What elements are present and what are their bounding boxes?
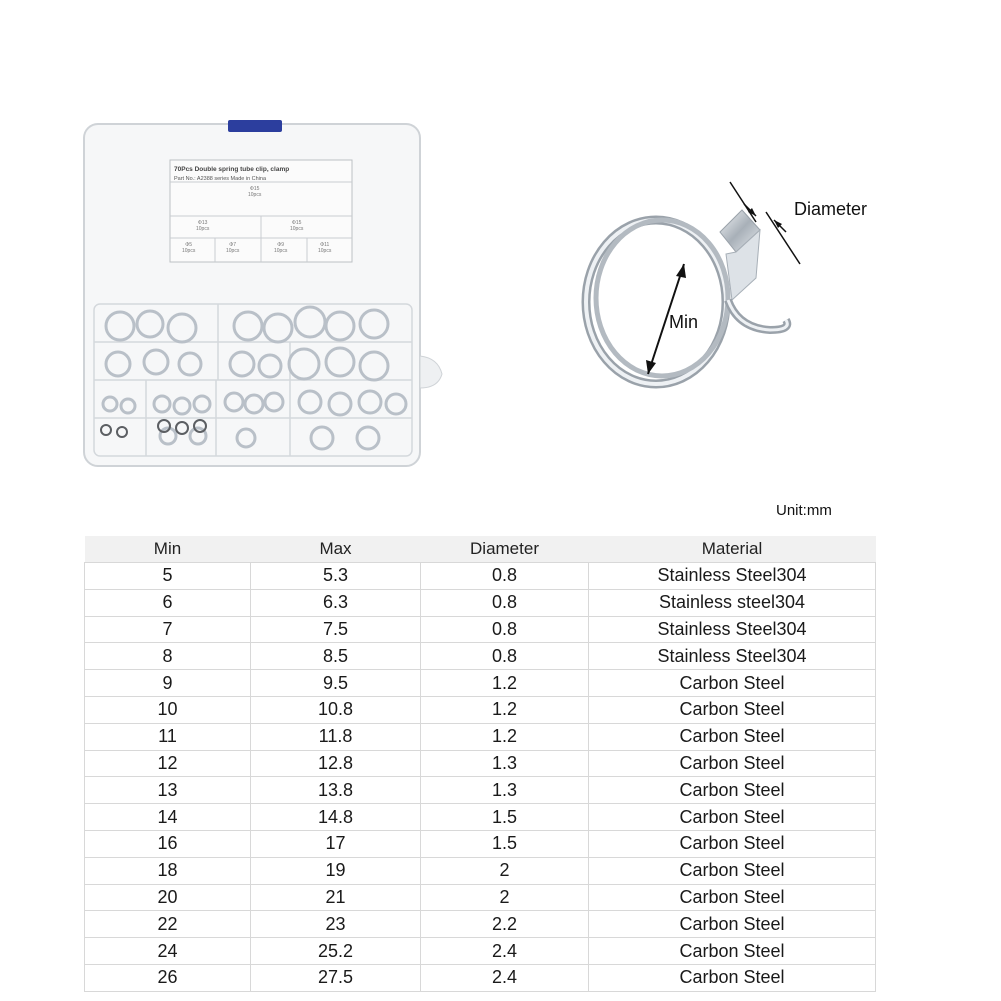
header-material: Material — [589, 536, 876, 563]
cell-diameter: 2.4 — [421, 964, 589, 991]
min-label: Min — [669, 312, 699, 332]
cell-material: Stainless Steel304 — [589, 643, 876, 670]
cell-diameter: 1.5 — [421, 804, 589, 831]
cell-max: 9.5 — [251, 670, 421, 697]
cell-max: 8.5 — [251, 643, 421, 670]
cell-min: 16 — [85, 830, 251, 857]
cell-min: 8 — [85, 643, 251, 670]
cell-material: Carbon Steel — [589, 696, 876, 723]
cell-max: 5.3 — [251, 563, 421, 590]
cell-max: 25.2 — [251, 938, 421, 965]
cell-diameter: 1.2 — [421, 696, 589, 723]
size-cell: Φ15 10pcs — [248, 186, 262, 198]
cell-max: 27.5 — [251, 964, 421, 991]
table-row — [85, 563, 876, 590]
size-cell: Φ15 10pcs — [290, 220, 304, 232]
table-row — [85, 777, 876, 804]
cell-diameter: 0.8 — [421, 643, 589, 670]
cell-diameter: 1.2 — [421, 670, 589, 697]
cell-min: 6 — [85, 589, 251, 616]
box-label — [170, 160, 352, 262]
cell-material: Carbon Steel — [589, 830, 876, 857]
box-title: 70Pcs Double spring tube clip, clamp — [174, 166, 290, 173]
cell-max: 12.8 — [251, 750, 421, 777]
cell-min: 24 — [85, 938, 251, 965]
cell-min: 18 — [85, 857, 251, 884]
cell-max: 11.8 — [251, 723, 421, 750]
box-part-no: Part No.: A2388 series Made in China — [174, 176, 267, 182]
cell-diameter: 2.4 — [421, 938, 589, 965]
header-min: Min — [85, 536, 251, 563]
cell-material: Carbon Steel — [589, 723, 876, 750]
cell-max: 19 — [251, 857, 421, 884]
clip-diagram — [560, 160, 900, 410]
cell-max: 13.8 — [251, 777, 421, 804]
size-cell: Φ7 10pcs — [226, 242, 240, 254]
cell-min: 5 — [85, 563, 251, 590]
cell-diameter: 0.8 — [421, 563, 589, 590]
cell-max: 7.5 — [251, 616, 421, 643]
table-row — [85, 804, 876, 831]
cell-max: 14.8 — [251, 804, 421, 831]
spring-clip-drawing — [560, 160, 900, 410]
cell-material: Carbon Steel — [589, 938, 876, 965]
table-row — [85, 643, 876, 670]
cell-diameter: 2 — [421, 857, 589, 884]
table-row — [85, 938, 876, 965]
cell-material: Stainless Steel304 — [589, 563, 876, 590]
table-row — [85, 696, 876, 723]
cell-material: Stainless steel304 — [589, 589, 876, 616]
size-cell: Φ5 10pcs — [182, 242, 196, 254]
cell-min: 9 — [85, 670, 251, 697]
cell-diameter: 1.3 — [421, 777, 589, 804]
diameter-label: Diameter — [794, 199, 868, 219]
cell-material: Carbon Steel — [589, 964, 876, 991]
table-row — [85, 911, 876, 938]
cell-material: Carbon Steel — [589, 750, 876, 777]
size-cell: Φ11 10pcs — [318, 242, 332, 254]
cell-material: Stainless Steel304 — [589, 616, 876, 643]
cell-material: Carbon Steel — [589, 670, 876, 697]
cell-material: Carbon Steel — [589, 884, 876, 911]
table-row — [85, 857, 876, 884]
table-row — [85, 616, 876, 643]
cell-diameter: 2.2 — [421, 911, 589, 938]
cell-diameter: 1.5 — [421, 830, 589, 857]
table-row — [85, 723, 876, 750]
cell-min: 7 — [85, 616, 251, 643]
table-row — [85, 830, 876, 857]
cell-min: 10 — [85, 696, 251, 723]
size-cell: Φ9 10pcs — [274, 242, 288, 254]
unit-label: Unit:mm — [776, 502, 832, 519]
cell-diameter: 2 — [421, 884, 589, 911]
cell-max: 23 — [251, 911, 421, 938]
table-header-row — [85, 536, 876, 563]
cell-max: 17 — [251, 830, 421, 857]
cell-diameter: 0.8 — [421, 589, 589, 616]
header-diameter: Diameter — [421, 536, 589, 563]
cell-min: 13 — [85, 777, 251, 804]
table-body — [85, 563, 876, 992]
cell-min: 14 — [85, 804, 251, 831]
header-max: Max — [251, 536, 421, 563]
cell-max: 10.8 — [251, 696, 421, 723]
cell-min: 22 — [85, 911, 251, 938]
size-cell: Φ13 10pcs — [196, 220, 210, 232]
table-row — [85, 589, 876, 616]
cell-material: Carbon Steel — [589, 857, 876, 884]
cell-diameter: 0.8 — [421, 616, 589, 643]
product-box-image — [78, 118, 456, 470]
cell-material: Carbon Steel — [589, 777, 876, 804]
table-row — [85, 750, 876, 777]
cell-min: 11 — [85, 723, 251, 750]
table-row — [85, 670, 876, 697]
table-row — [85, 884, 876, 911]
table-row — [85, 964, 876, 991]
cell-diameter: 1.2 — [421, 723, 589, 750]
cell-min: 12 — [85, 750, 251, 777]
cell-diameter: 1.3 — [421, 750, 589, 777]
cell-material: Carbon Steel — [589, 804, 876, 831]
cell-min: 20 — [85, 884, 251, 911]
cell-min: 26 — [85, 964, 251, 991]
cell-max: 6.3 — [251, 589, 421, 616]
cell-material: Carbon Steel — [589, 911, 876, 938]
cell-max: 21 — [251, 884, 421, 911]
spec-table — [84, 536, 876, 992]
